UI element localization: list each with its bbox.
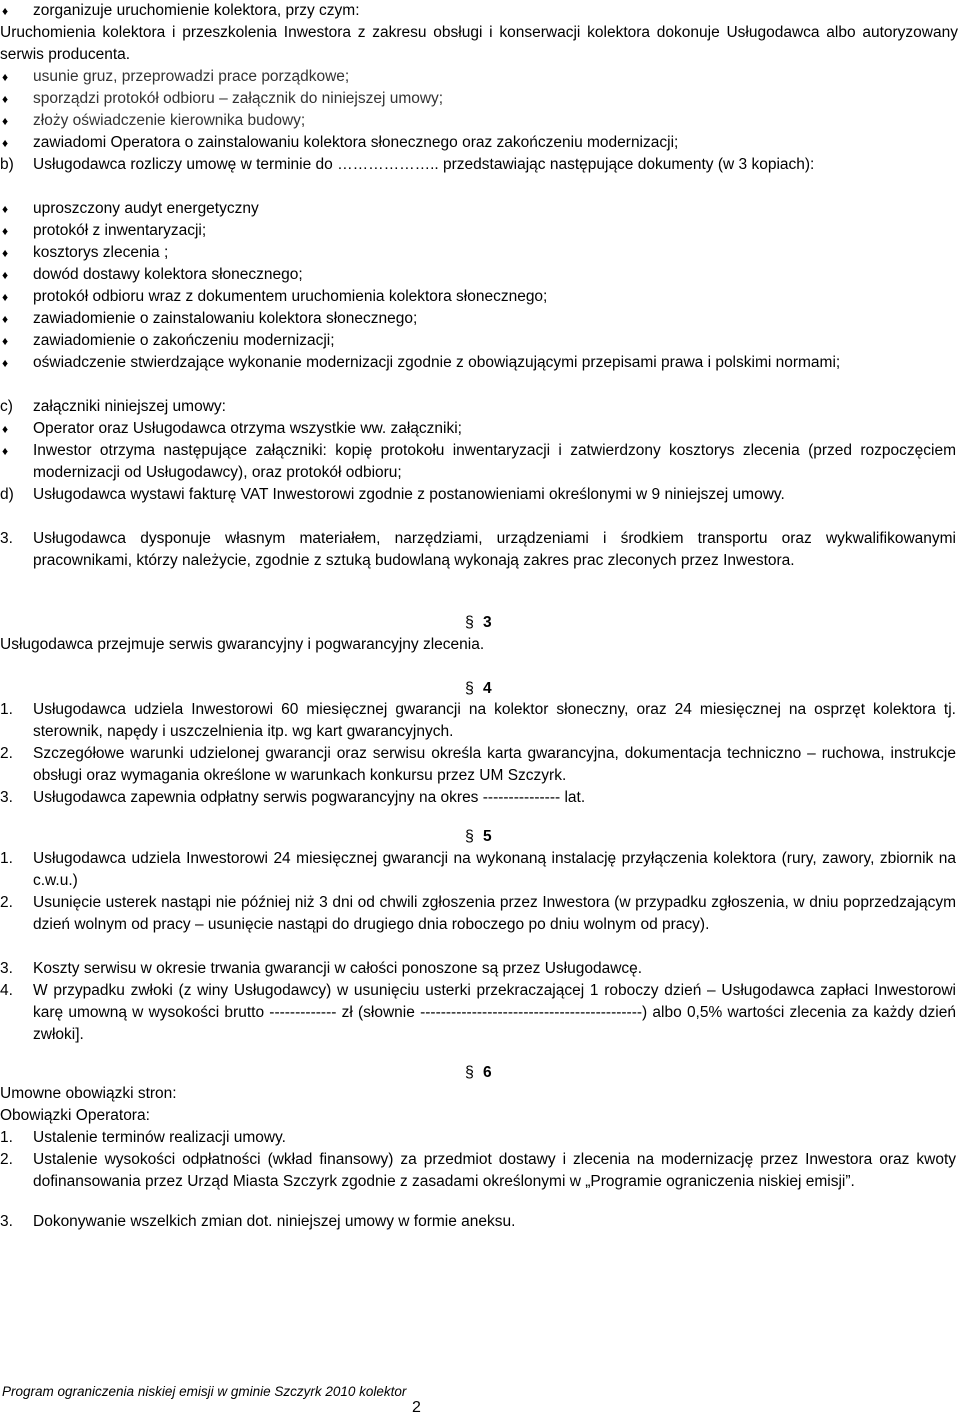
paragraph: Uruchomienia kolektora i przeszkolenia Inwestora z zakresu obsługi i konserwacji kolektora dokonuje Usługodawca albo autoryzowany serwis producenta. <box>0 24 958 63</box>
diamond-bullet-icon: ♦ <box>2 422 9 436</box>
diamond-bullet-icon: ♦ <box>2 92 9 106</box>
list-item-text: kosztorys zlecenia ; <box>33 244 169 261</box>
list-item-text: Dokonywanie wszelkich zmian dot. niniejszej umowy w formie aneksu. <box>33 1213 516 1230</box>
list-marker: 4. <box>0 982 13 999</box>
list-item-text: zorganizuje uruchomienie kolektora, przy czym: <box>33 2 360 19</box>
list-marker: 3. <box>0 530 13 547</box>
list-marker: 2. <box>0 894 13 911</box>
diamond-bullet-icon: ♦ <box>2 136 9 150</box>
list-marker: 1. <box>0 701 13 718</box>
list-item-text: zawiadomi Operatora o zainstalowaniu kolektora słonecznego oraz zakończeniu modernizacji; <box>33 134 679 151</box>
diamond-bullet-icon: ♦ <box>2 444 9 458</box>
list-item-text: Usługodawca wystawi fakturę VAT Inwestorowi zgodnie z postanowieniami określonymi w 9 niniejszej umowy. <box>33 486 785 503</box>
list-item-text: Ustalenie wysokości odpłatności (wkład finansowy) za przedmiot dostawy i zlecenia na modernizację przez Inwestora oraz kwoty dofinansowania przez Urząd Miasta Szczyrk zgodnie z zasadami określonymi w „Programie ograniczenia niskiej emisji”. <box>33 1151 956 1190</box>
list-marker: c) <box>0 398 13 415</box>
list-item-text: protokół z inwentaryzacji; <box>33 222 207 239</box>
diamond-bullet-icon: ♦ <box>2 290 9 304</box>
list-item-text: Ustalenie terminów realizacji umowy. <box>33 1129 286 1146</box>
diamond-bullet-icon: ♦ <box>2 246 9 260</box>
list-item-text: uproszczony audyt energetyczny <box>33 200 259 217</box>
diamond-bullet-icon: ♦ <box>2 334 9 348</box>
list-item-text: protokół odbioru wraz z dokumentem uruchomienia kolektora słonecznego; <box>33 288 548 305</box>
list-item-text: usunie gruz, przeprowadzi prace porządkowe; <box>33 68 350 85</box>
section-number: 3 <box>483 614 492 631</box>
section-number: 4 <box>483 680 492 697</box>
diamond-bullet-icon: ♦ <box>2 268 9 282</box>
section-number: 6 <box>483 1064 492 1081</box>
list-item-text: Usługodawca dysponuje własnym materiałem, narzędziami, urządzeniami i środkiem transportu oraz wykwalifikowanymi pracownikami, którzy należycie, zgodnie z sztuką budowlaną wykonają zakres prac zleconych przez Inwestora. <box>33 530 956 569</box>
diamond-bullet-icon: ♦ <box>2 4 9 18</box>
list-marker: 3. <box>0 1213 13 1230</box>
list-marker: d) <box>0 486 14 503</box>
list-marker: 3. <box>0 789 13 806</box>
diamond-bullet-icon: ♦ <box>2 202 9 216</box>
list-item-text: Usługodawca zapewnia odpłatny serwis pogwarancyjny na okres --------------- lat. <box>33 789 586 806</box>
diamond-bullet-icon: ♦ <box>2 224 9 238</box>
section-symbol: § <box>465 680 474 697</box>
list-item-text: Usługodawca rozliczy umowę w terminie do ……………….. przedstawiając następujące dokumenty (w 3 kopiach): <box>33 156 815 173</box>
section-number: 5 <box>483 828 492 845</box>
section-symbol: § <box>465 614 474 631</box>
list-item-text: oświadczenie stwierdzające wykonanie modernizacji zgodnie z obowiązującymi przepisami prawa i polskimi normami; <box>33 354 841 371</box>
list-item-text: Szczegółowe warunki udzielonej gwarancji oraz serwisu określa karta gwarancyjna, dokumentacja techniczno – ruchowa, instrukcje obsługi oraz wymagania określone w warunkach konkursu przez UM Szczyrk. <box>33 745 956 784</box>
subheading: Obowiązki Operatora: <box>0 1107 150 1124</box>
page-number: 2 <box>412 1399 421 1416</box>
list-item-text: załączniki niniejszej umowy: <box>33 398 226 415</box>
diamond-bullet-icon: ♦ <box>2 114 9 128</box>
list-item-text: sporządzi protokół odbioru – załącznik do niniejszej umowy; <box>33 90 444 107</box>
list-marker: 2. <box>0 1151 13 1168</box>
page-footer: Program ograniczenia niskiej emisji w gminie Szczyrk 2010 kolektor <box>2 1384 407 1399</box>
list-marker: 2. <box>0 745 13 762</box>
list-item-text: Usunięcie usterek nastąpi nie później niż 3 dni od chwili zgłoszenia przez Inwestora (w przypadku zgłoszenia, w dniu poprzedzającym dzień wolnym od pracy – usunięcie nastąpi do drugiego dnia roboczego po dniu wolnym od pracy). <box>33 894 956 933</box>
list-item-text: dowód dostawy kolektora słonecznego; <box>33 266 303 283</box>
diamond-bullet-icon: ♦ <box>2 70 9 84</box>
list-item-text: Inwestor otrzyma następujące załączniki: kopię protokołu inwentaryzacji i zatwierdzony kosztorys zlecenia (przed rozpoczęciem modernizacji od Usługodawcy), oraz protokół odbioru; <box>33 442 956 481</box>
list-marker: 1. <box>0 850 13 867</box>
list-item-text: zawiadomienie o zainstalowaniu kolektora słonecznego; <box>33 310 418 327</box>
list-item-text: Usługodawca udziela Inwestorowi 24 miesięcznej gwarancji na wykonaną instalację przyłączenia kolektora (rury, zawory, zbiornik na c.w.u.) <box>33 850 956 889</box>
list-marker: 3. <box>0 960 13 977</box>
list-item-text: Koszty serwisu w okresie trwania gwarancji w całości ponoszone są przez Usługodawcę. <box>33 960 643 977</box>
list-item-text: W przypadku zwłoki (z winy Usługodawcy) w usunięciu usterki przekraczającej 1 roboczy dzień – Usługodawca zapłaci Inwestorowi karę umowną w wysokości brutto ------------- zł (słownie -------------------------------------------) albo 0,5% wartości zlecenia za każdy dzień zwłoki]. <box>33 982 956 1043</box>
list-item-text: złoży oświadczenie kierownika budowy; <box>33 112 306 129</box>
subheading: Umowne obowiązki stron: <box>0 1085 177 1102</box>
list-item-text: zawiadomienie o zakończeniu modernizacji; <box>33 332 335 349</box>
list-marker: b) <box>0 156 14 173</box>
list-item-text: Operator oraz Usługodawca otrzyma wszystkie ww. załączniki; <box>33 420 462 437</box>
list-item-text: Usługodawca udziela Inwestorowi 60 miesięcznej gwarancji na kolektor słoneczny, oraz 24 miesięcznej na osprzęt kolektora tj. sterownik, napędy i uszczelnienia itp. wg kart gwarancyjnych. <box>33 701 956 740</box>
paragraph: Usługodawca przejmuje serwis gwarancyjny i pogwarancyjny zlecenia. <box>0 636 485 653</box>
list-marker: 1. <box>0 1129 13 1146</box>
diamond-bullet-icon: ♦ <box>2 356 9 370</box>
diamond-bullet-icon: ♦ <box>2 312 9 326</box>
section-symbol: § <box>465 828 474 845</box>
section-symbol: § <box>465 1064 474 1081</box>
